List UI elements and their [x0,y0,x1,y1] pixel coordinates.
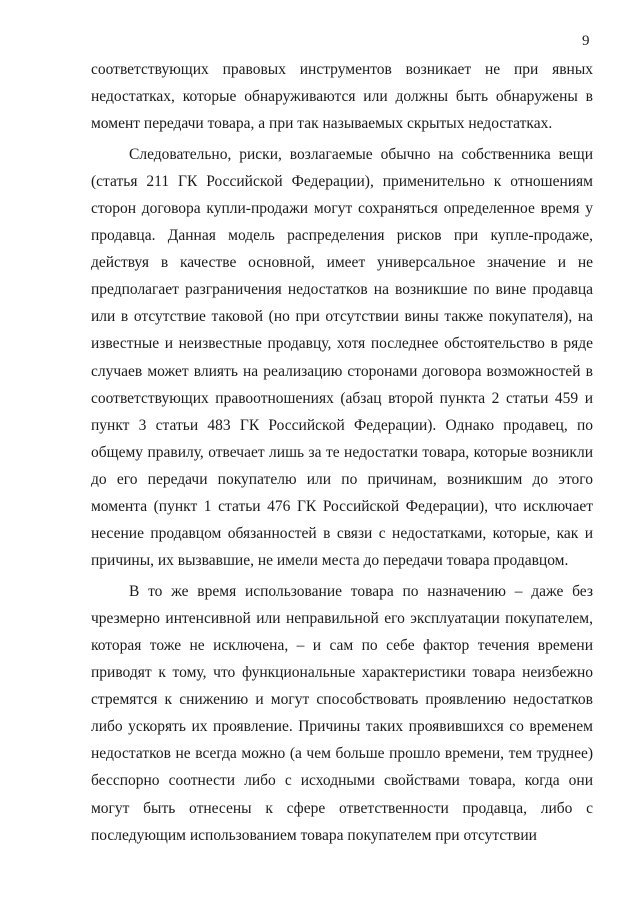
page-number: 9 [582,33,590,49]
document-body [91,56,593,849]
paragraph-usage: В то же время использование товара по назначению – даже без чрезмерно интенсивной или неправильной его эксплуатации покупателем, которая тоже не исключена, – и сам по себе фактор течения времени приводят к тому, что функциональные характеристики товара неизбежно стремятся к снижению и могут способствовать проявлению недостатков либо ускорять их проявление. Причины таких проявившихся со временем недостатков не всегда можно (а чем больше прошло времени, тем труднее) бесспорно соотнести либо с исходными свойствами товара, когда они могут быть отнесены к сфере ответственности продавца, либо с последующим использованием товара покупателем при отсутствии [91,582,593,844]
paragraph-risks: Следовательно, риски, возлагаемые обычно на собственника вещи (статья 211 ГК Российской Федерации), применительно к отношениям сторон договора купли-продажи могут сохраняться определенное время у продавца. Данная модель распределения рисков при купле-продаже, действуя в качестве основной, имеет универсальное значение и не предполагает разграничения недостатков на возникшие по вине продавца или в отсутствие таковой (но при отсутствии вины также покупателя), на известные и неизвестные продавцу, хотя последнее обстоятельство в ряде случаев может влиять на реализацию сторонами договора возможностей в соответствующих правоотношениях (абзац второй пункта 2 статьи 459 и пункт 3 статьи 483 ГК Российской Федерации). Однако продавец, по общему правилу, отвечает лишь за те недостатки товара, которые возникли до его передачи покупателю или по причинам, возникшим до этого момента (пункт 1 статьи 476 ГК Российской Федерации), что исключает несение продавцом обязанностей в связи с недостатками, которые, как и причины, их вызвавшие, не имели места до передачи товара продавцом. [91,145,593,570]
paragraph-continuation: соответствующих правовых инструментов возникает не при явных недостатках, которые обнаруживаются или должны быть обнаружены в момент передачи товара, а при так называемых скрытых недостатках. [91,61,593,133]
